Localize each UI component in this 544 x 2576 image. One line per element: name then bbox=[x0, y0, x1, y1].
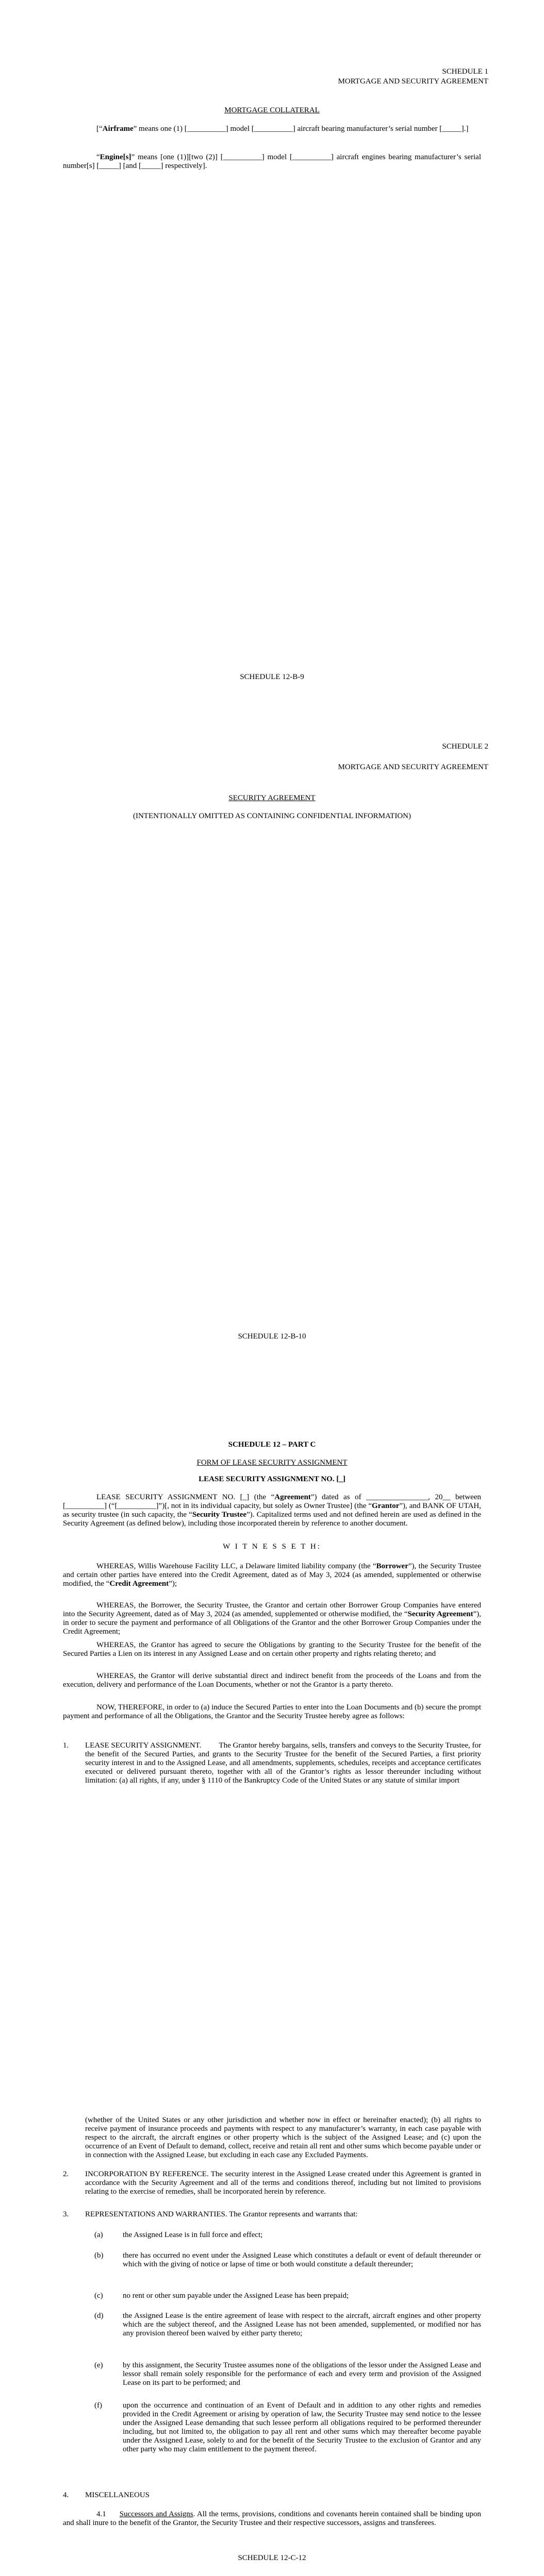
text-fragment: ”), in order to secure the payment and performance of all Obligations of the Grantor and the other Borrower Group Companies under the Credit Agreement; bbox=[63, 1610, 481, 1636]
list-item bbox=[94, 2401, 481, 2454]
text-fragment: “ bbox=[96, 153, 100, 161]
item-text: there has occurred no event under the Assigned Lease which constitutes a default or event of default thereunder or which with the giving of notice or lapse of time or both would constitute a default thereunder; bbox=[123, 2251, 481, 2268]
text-fragment: ”), and BANK OF UTAH, as security trustee (in such capacity, the “ bbox=[63, 1502, 482, 1519]
text-fragment: . All the terms, provisions, conditions and covenants herein contained shall be binding upon and shall inure to the benefit of the Grantor, the Security Trustee and their respective successors, assigns and transferees. bbox=[63, 2510, 481, 2527]
defined-term: Grantor bbox=[372, 1502, 400, 1510]
witnesseth-heading: W I T N E S S E T H: bbox=[223, 1543, 321, 1551]
item-text: upon the occurrence and continuation of an Event of Default and in addition to any other rights and remedies provided in the Credit Agreement or arising by operation of law, the Security Trustee may send notice to the lessee under the Assigned Lease demanding that such lessee perform all obligations required to be performed thereunder including, but not limited to, the obligation to pay all rent and other sums which may thereafter become payable under the Assigned Lease, solely to and for the benefit of the Security Trustee to the exclusion of Grantor and any other party who may claim entitlement to the payment thereof. bbox=[123, 2401, 481, 2453]
recital-1 bbox=[63, 1562, 481, 1588]
section-body: INCORPORATION BY REFERENCE. The security interest in the Assigned Lease created under this Agreement is granted in accordance with the Security Agreement and all of the terms and conditions thereof, including but not limited to provisions relating to the exercise of remedies, shall be incorporated herein by reference. bbox=[85, 2170, 481, 2196]
text-fragment: ” means one (1) [__________] model [__________] aircraft bearing manufacturer’s serial number [_____].] bbox=[133, 125, 469, 133]
form-title: FORM OF LEASE SECURITY ASSIGNMENT bbox=[196, 1459, 348, 1467]
defined-term: Airframe bbox=[102, 125, 134, 133]
schedule-subtitle: MORTGAGE COLLATERAL bbox=[224, 106, 320, 114]
page-footer: SCHEDULE 12-B-9 bbox=[240, 673, 304, 681]
schedule-heading: SCHEDULE 12 – PART C bbox=[228, 1440, 316, 1449]
page-footer: SCHEDULE 12-B-10 bbox=[238, 1332, 306, 1341]
text-fragment: ”). Capitalized terms used and not defined herein are used as defined in the Security Agreement (as defined below), including those incorporated therein by reference to another document. bbox=[63, 1511, 481, 1528]
list-item bbox=[94, 2251, 481, 2269]
item-number: (a) bbox=[94, 2231, 103, 2239]
section-4-1 bbox=[63, 2510, 481, 2528]
schedule-title: MORTGAGE AND SECURITY AGREEMENT bbox=[338, 763, 488, 771]
schedule-heading: SCHEDULE 2 bbox=[442, 742, 488, 751]
section-heading: LEASE SECURITY ASSIGNMENT. bbox=[85, 1741, 202, 1750]
section-body: REPRESENTATIONS AND WARRANTIES. The Grantor represents and warrants that: bbox=[85, 2210, 358, 2218]
section-2 bbox=[63, 2170, 481, 2196]
omitted-note: (INTENTIONALLY OMITTED AS CONTAINING CONFIDENTIAL INFORMATION) bbox=[133, 812, 411, 820]
recital-2 bbox=[63, 1601, 481, 1636]
recital-4: WHEREAS, the Grantor will derive substantial direct and indirect benefit from the proceeds of the Loans and from the execution, delivery and performance of the Loan Documents, whether or not the Grantor is a party thereto. bbox=[63, 1672, 481, 1689]
list-item bbox=[94, 2231, 481, 2240]
text-fragment: WHEREAS, Willis Warehouse Facility LLC, a Delaware limited liability company (the “ bbox=[96, 1562, 376, 1570]
page-footer: SCHEDULE 12-C-12 bbox=[238, 2554, 306, 2562]
item-number: (d) bbox=[94, 2312, 104, 2320]
section-4 bbox=[63, 2491, 481, 2500]
text-fragment: LEASE SECURITY ASSIGNMENT NO. [_] (the “ bbox=[96, 1493, 275, 1501]
item-number: (f) bbox=[94, 2401, 102, 2410]
item-number: (b) bbox=[94, 2251, 104, 2260]
text-fragment: ”), the Security Trustee and certain other parties have entered into the Credit Agreement, dated as of May 3, 2024 (as amended, supplemented or otherwise modified, the “ bbox=[63, 1562, 481, 1588]
section-number: 4.1 bbox=[96, 2510, 106, 2518]
schedule-subtitle: SECURITY AGREEMENT bbox=[228, 794, 316, 802]
text-fragment: ”); bbox=[169, 1580, 177, 1588]
text-fragment: The Grantor hereby bargains, sells, transfers and conveys to the Security Trustee, for the benefit of the Secured Parties, and grants to the Security Trustee for the benefit of the Secured Parties, a first priority security interest in and to the Assigned Lease, and all amendments, supplements, schedules, receipts and acceptance certificates executed or delivered pursuant thereto, together with all of the Grantor’s rights as lessor thereunder including without limitation: (a) all rights, if any, under § 1110 of the Bankruptcy Code of the United States or any statute of similar import bbox=[85, 1741, 481, 1785]
section-3 bbox=[63, 2210, 481, 2219]
list-item bbox=[94, 2292, 481, 2300]
recital-3: WHEREAS, the Grantor has agreed to secure the Obligations by granting to the Security Trustee for the benefit of the Secured Parties a Lien on its interest in any Assigned Lease and on certain other property and rights relating thereto; and bbox=[63, 1641, 481, 1658]
defined-term: Security Agreement bbox=[407, 1610, 473, 1618]
section-number: 3. bbox=[63, 2210, 69, 2218]
schedule-title: MORTGAGE AND SECURITY AGREEMENT bbox=[338, 77, 488, 86]
section-number: 1. bbox=[63, 1741, 69, 1750]
text-fragment: [“ bbox=[96, 125, 103, 133]
schedule-heading: SCHEDULE 1 bbox=[442, 67, 488, 76]
section-number: 2. bbox=[63, 2170, 69, 2178]
item-number: (e) bbox=[94, 2361, 103, 2369]
section-body bbox=[85, 1741, 481, 1785]
defined-term: Agreement bbox=[274, 1493, 311, 1501]
section-heading: Successors and Assigns bbox=[119, 2510, 193, 2518]
section-body: MISCELLANEOUS bbox=[85, 2491, 150, 2499]
section-1-continuation: (whether of the United States or any other jurisdiction and whether now in effect or hereinafter enacted); (b) all rights to receive payment of insurance proceeds and payments with respect to any manufacturer’s warranty, in each case payable with respect to the aircraft, the aircraft engines or other property which is the subject of the Assigned Lease; and (c) upon the occurrence of an Event of Default to demand, collect, receive and retain all rent and other sums which become payable under or in connection with the Assigned Lease, but excluding in each case any Excluded Payments. bbox=[85, 2116, 481, 2159]
defined-term: Borrower bbox=[376, 1562, 408, 1570]
now-therefore-paragraph: NOW, THEREFORE, in order to (a) induce the Secured Parties to enter into the Loan Documents and (b) secure the prompt payment and performance of all the Obligations, the Grantor and the Security Trustee hereby agree as follows: bbox=[63, 1703, 481, 1720]
item-text: no rent or other sum payable under the Assigned Lease has been prepaid; bbox=[123, 2292, 349, 2300]
text-fragment: ”) dated as of ________________, 20__ between [__________] (“[__________]”)[, not in its individual capacity, but solely as Owner Trustee] (the “ bbox=[63, 1493, 481, 1510]
list-item bbox=[94, 2312, 481, 2338]
list-item bbox=[94, 2361, 481, 2387]
document-title: LEASE SECURITY ASSIGNMENT NO. [_] bbox=[199, 1475, 345, 1483]
item-number: (c) bbox=[94, 2292, 103, 2300]
defined-term: Engine[s] bbox=[100, 153, 131, 161]
section-number: 4. bbox=[63, 2491, 69, 2499]
item-text: by this assignment, the Security Trustee assumes none of the obligations of the lessor under the Assigned Lease and lessor shall remain solely responsible for the performance of each and every term and provision of the Assigned Lease on its part to be performed; and bbox=[123, 2361, 481, 2387]
item-text: the Assigned Lease is in full force and effect; bbox=[123, 2231, 263, 2239]
item-text: the Assigned Lease is the entire agreement of lease with respect to the aircraft, aircraft engines and other property which are the subject thereof, and the Assigned Lease has not been amended, supplemented, or modified nor has any provision thereof been waived by either party thereto; bbox=[123, 2312, 481, 2337]
defined-term: Credit Agreement bbox=[109, 1580, 169, 1588]
text-fragment: WHEREAS, the Borrower, the Security Trustee, the Grantor and certain other Borrower Group Companies have entered into the Security Agreement, dated as of May 3, 2024 (as amended, supplemented or otherwise modified, the “ bbox=[63, 1601, 481, 1618]
section-1 bbox=[63, 1741, 481, 1785]
text-fragment: ” means [one (1)][two (2)] [__________] model [__________] aircraft engines bearing manufacturer’s serial number[s] [_____] [and [_____] respectively]. bbox=[63, 153, 481, 170]
intro-paragraph bbox=[63, 1493, 481, 1528]
defined-term: Security Trustee bbox=[192, 1511, 247, 1519]
